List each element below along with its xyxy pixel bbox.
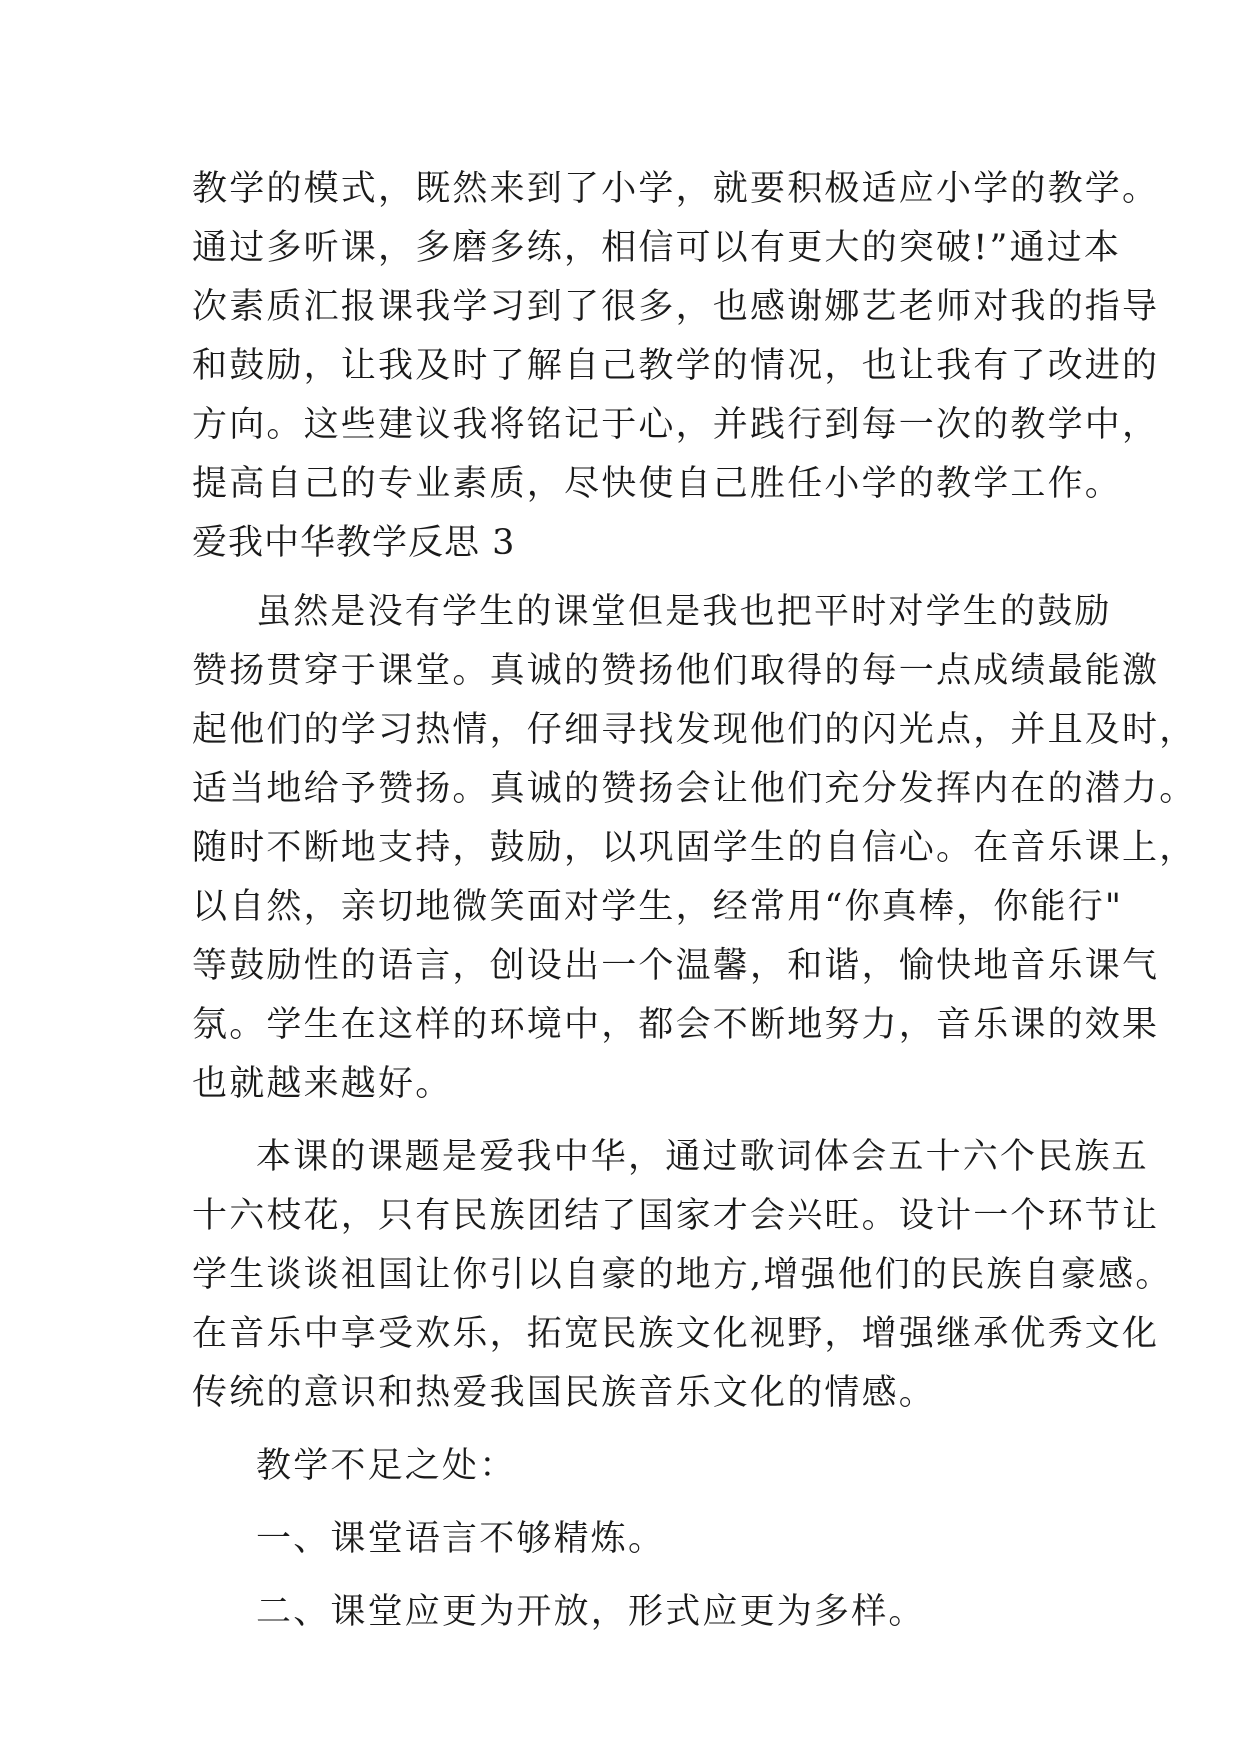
text-line: 传统的意识和热爱我国民族音乐文化的情感。 xyxy=(192,1373,937,1413)
paragraph-1 xyxy=(192,583,1197,1114)
shortcomings-section xyxy=(192,1437,1052,1642)
paragraph-2 xyxy=(192,1128,1173,1423)
shortcoming-item: 一、课堂语言不够精炼。 xyxy=(256,1519,666,1559)
text-line: 也就越来越好。 xyxy=(192,1064,453,1104)
text-line: 教学的模式，既然来到了小学，就要积极适应小学的教学。 xyxy=(192,169,1160,209)
text-line: 适当地给予赞扬。真诚的赞扬会让他们充分发挥内在的潜力。 xyxy=(192,769,1197,809)
text-line: 起他们的学习热情，仔细寻找发现他们的闪光点，并且及时， xyxy=(192,710,1197,750)
text-line: 虽然是没有学生的课堂但是我也把平时对学生的鼓励 xyxy=(256,592,1112,632)
text-line: 在音乐中享受欢乐，拓宽民族文化视野，增强继承优秀文化 xyxy=(192,1314,1160,1354)
shortcomings-title: 教学不足之处： xyxy=(256,1446,517,1486)
text-line: 次素质汇报课我学习到了很多，也感谢娜艺老师对我的指导 xyxy=(192,287,1160,327)
section-heading: 爱我中华教学反思 3 xyxy=(192,523,516,563)
text-line: 随时不断地支持，鼓励，以巩固学生的自信心。在音乐课上， xyxy=(192,828,1197,868)
text-line: 氛。学生在这样的环境中，都会不断地努力，音乐课的效果 xyxy=(192,1005,1160,1045)
text-line: 方向。这些建议我将铭记于心，并践行到每一次的教学中， xyxy=(192,405,1160,445)
text-line: 提高自己的专业素质，尽快使自己胜任小学的教学工作。 xyxy=(192,464,1123,504)
document-body xyxy=(192,160,1197,1642)
text-line: 十六枝花，只有民族团结了国家才会兴旺。设计一个环节让 xyxy=(192,1196,1160,1236)
text-line: 以自然，亲切地微笑面对学生，经常用“你真棒，你能行" xyxy=(192,887,1124,927)
text-line: 和鼓励，让我及时了解自己教学的情况，也让我有了改进的 xyxy=(192,346,1160,386)
text-line: 赞扬贯穿于课堂。真诚的赞扬他们取得的每一点成绩最能激 xyxy=(192,651,1160,691)
text-line: 本课的课题是爱我中华，通过歌词体会五十六个民族五 xyxy=(256,1137,1149,1177)
text-line: 等鼓励性的语言，创设出一个温馨，和谐，愉快地音乐课气 xyxy=(192,946,1160,986)
text-line: 学生谈谈祖国让你引以自豪的地方,增强他们的民族自豪感。 xyxy=(192,1255,1173,1295)
shortcoming-item: 二、课堂应更为开放，形式应更为多样。 xyxy=(256,1592,926,1632)
text-line: 通过多听课，多磨多练，相信可以有更大的突破!”通过本 xyxy=(192,228,1122,268)
section1-text xyxy=(192,160,1160,514)
